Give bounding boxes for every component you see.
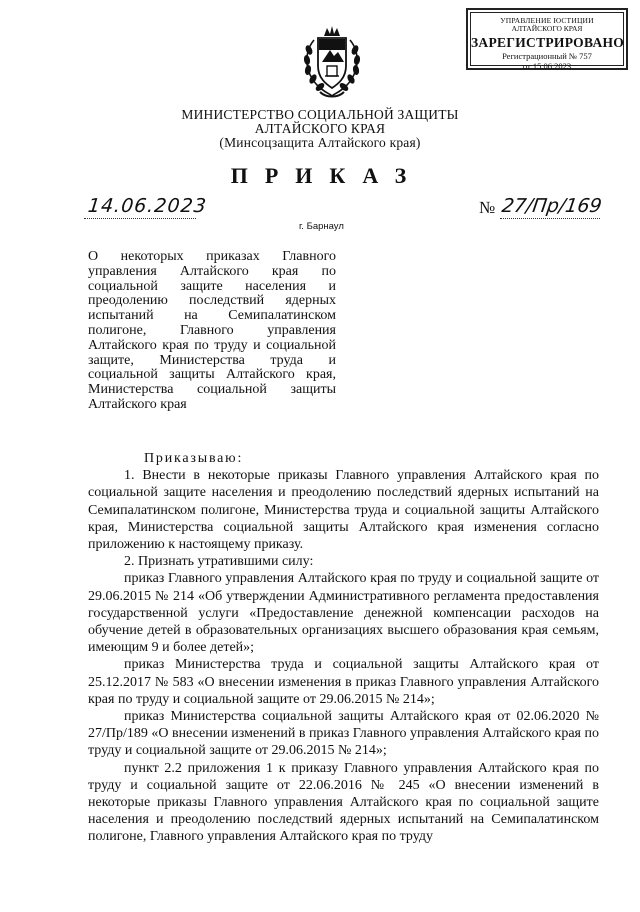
body-paragraph-order: Приказываю: bbox=[144, 451, 244, 466]
document-body bbox=[88, 450, 599, 846]
registration-stamp bbox=[466, 8, 628, 70]
ministry-short-name: (Минсоцзащита Алтайского края) bbox=[219, 135, 421, 150]
altai-krai-coat-of-arms-icon bbox=[300, 22, 364, 102]
body-paragraph-revoked-4: пункт 2.2 приложения 1 к приказу Главного управления Алтайского края по труду и социальной защите от 22.06.2016 № 245 «О внесении изменений в некоторые приказы Главного управления Алтайского края по социальной защите населения и преодолению последствий ядерных испытаний на Семипалатинском полигоне, Главного управления Алтайского края по труду bbox=[88, 760, 599, 845]
body-paragraph-item2: 2. Признать утратившими силу: bbox=[124, 554, 314, 570]
document-date: 14.06.2023 bbox=[86, 195, 208, 217]
number-underline bbox=[500, 218, 600, 219]
body-paragraph-item1: 1. Внести в некоторые приказы Главного управления Алтайского края по социальной защите населения и преодолению последствий ядерных испытаний на Семипалатинском полигоне, Министерства труда и социальной защиты Алтайского края, Министерства социальной защиты Алтайского края изменения согласно приложению к настоящему приказу. bbox=[88, 468, 599, 553]
body-paragraph-revoked-1: приказ Главного управления Алтайского края по труду и социальной защите от 29.06.2015 № 214 «Об утверждении Административного регламента предоставления государственной услуги «Предоставление денежной компенсации расходов на обучение детей в образовательных организациях высшего образования края семьям, имеющим 9 и более детей»; bbox=[88, 571, 599, 656]
stamp-reg-number: Регистрационный № 757 bbox=[502, 51, 592, 61]
body-paragraph-revoked-3: приказ Министерства социальной защиты Алтайского края от 02.06.2020 № 27/Пр/189 «О внесении изменений в приказ Главного управления Алтайского края по труду и социальной защите от 29.06.2015 № 214»; bbox=[88, 709, 599, 759]
ministry-name-line1: МИНИСТЕРСТВО СОЦИАЛЬНОЙ ЗАЩИТЫ bbox=[181, 107, 459, 122]
document-number-label: № bbox=[479, 198, 496, 217]
body-paragraph-revoked-2: приказ Министерства труда и социальной защиты Алтайского края от 25.12.2017 № 583 «О внесении изменения в приказ Главного управления Алтайского края по труду и социальной защите от 29.06.2015 № 214»; bbox=[88, 657, 599, 707]
registration-stamp-inner bbox=[470, 12, 625, 71]
document-city: г. Барнаул bbox=[299, 221, 344, 232]
stamp-reg-date: от 15.06.2023 bbox=[522, 61, 572, 71]
stamp-status: ЗАРЕГИСТРИРОВАНО bbox=[471, 35, 625, 50]
stamp-authority-line1: УПРАВЛЕНИЕ ЮСТИЦИИ bbox=[500, 16, 594, 25]
date-underline bbox=[84, 218, 196, 219]
stamp-authority-line2: АЛТАЙСКОГО КРАЯ bbox=[511, 24, 583, 33]
document-number: 27/Пр/169 bbox=[500, 195, 604, 217]
document-title: ПРИКАЗ bbox=[230, 163, 424, 188]
document-subject: О некоторых приказах Главного управления Алтайского края по социальной защите населения и преодолению последствий ядерных испытаний на Семипалатинском полигоне, Главного управления Алтайского края по труду и социальной защите, Министерства труда и социальной защиты Алтайского края, Министерства социальной защиты Алтайского края bbox=[88, 249, 336, 412]
ministry-name-line2: АЛТАЙСКОГО КРАЯ bbox=[254, 121, 386, 136]
